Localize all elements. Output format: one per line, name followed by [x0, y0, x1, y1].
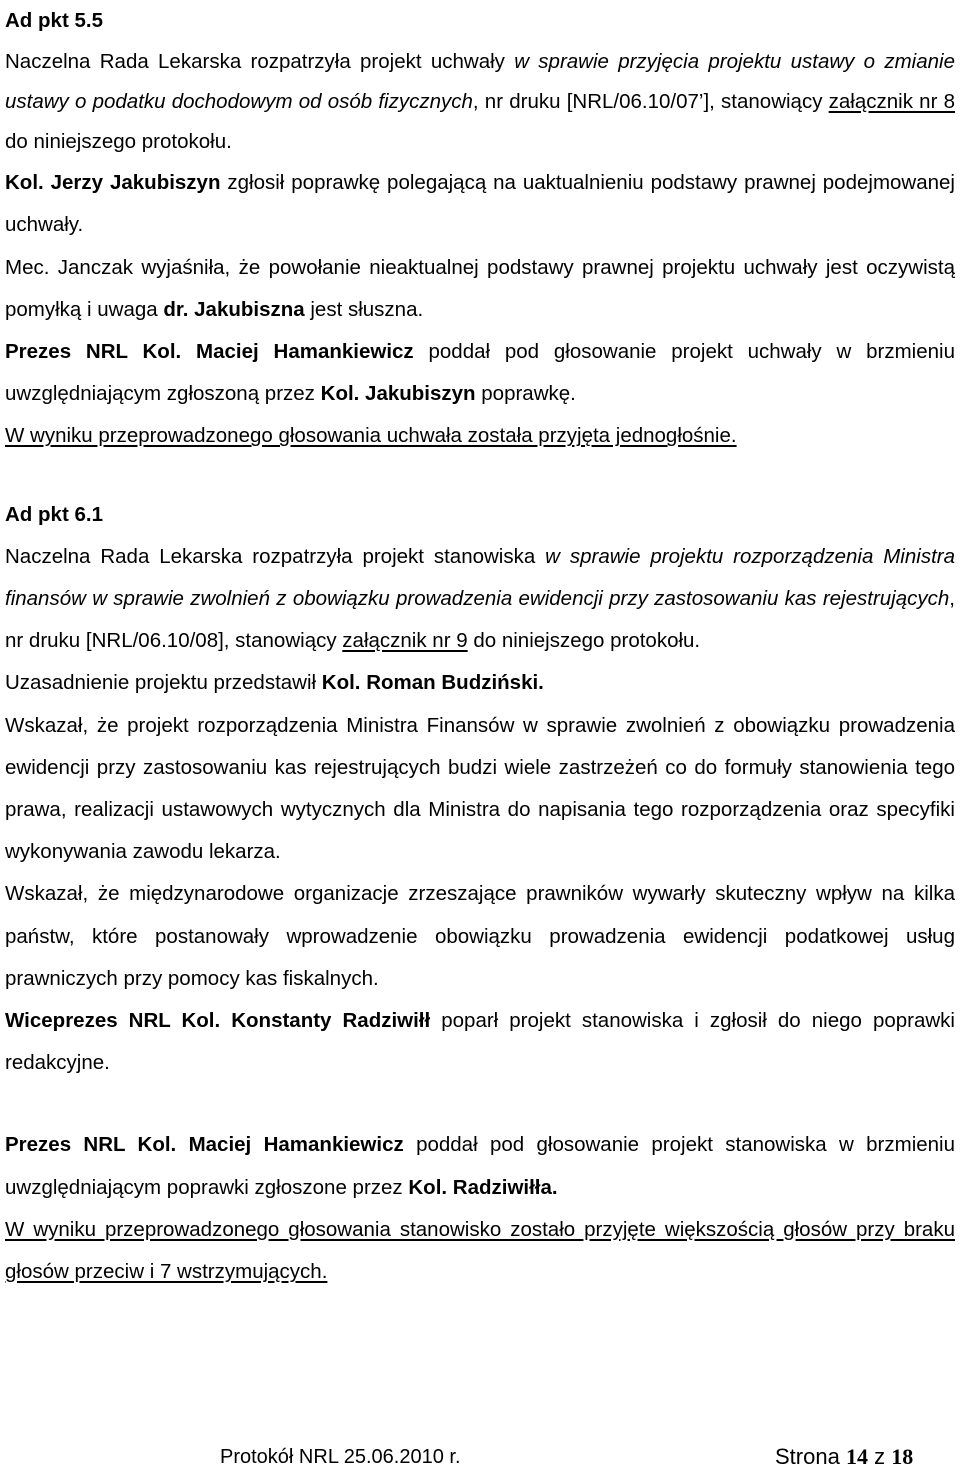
paragraph-vote-result-2: W wyniku przeprowadzonego głosowania stanowisko zostało przyjęte większością głosów przy braku głosów przeciw i 7 wstrzymujących.	[5, 1217, 955, 1284]
paragraph-argument-2: Wskazał, że międzynarodowe organizacje zrzeszające prawników wywarły skuteczny wpływ na kilka państw, które postanowały wprowadzenie obowiązku prowadzenia ewidencji podatkowej usług prawniczych przy pomocy kas fiskalnych.	[5, 882, 955, 990]
paragraph-support: Wiceprezes NRL Kol. Konstanty Radziwiłł poparł projekt stanowiska i zgłosił do niego poprawki redakcyjne.	[5, 1009, 955, 1075]
attachment-link-9: załącznik nr 9	[342, 629, 468, 653]
paragraph-argument-1: Wskazał, że projekt rozporządzenia Ministra Finansów w sprawie zwolnień z obowiązku prowadzenia ewidencji przy zastosowaniu kas rejestrujących budzi wiele zastrzeżeń co do formuły stanowienia tego prawa, realizacji ustawowych wytycznych dla Ministra do napisania tego rozporządzenia oraz specyfiki wykonywania zawodu lekarza.	[5, 713, 955, 864]
footer-page-number: Strona 14 z 18	[775, 1444, 914, 1469]
paragraph-explanation: Mec. Janczak wyjaśniła, że powołanie nieaktualnej podstawy prawnej projektu uchwały jest oczywistą pomyłką i uwaga dr. Jakubiszna jest słuszna.	[5, 255, 955, 321]
paragraph-resolution-intro: Naczelna Rada Lekarska rozpatrzyła projekt uchwały w sprawie przyjęcia projektu ustawy o zmianie ustawy o podatku dochodowym od osób fizycznych, nr druku [NRL/06.10/07’], stanowiący załącznik nr 8 do niniejszego protokołu.	[5, 50, 955, 154]
section-heading-5-5: Ad pkt 5.5	[5, 9, 103, 32]
paragraph-vote-result: W wyniku przeprowadzonego głosowania uchwała została przyjęta jednogłośnie.	[5, 424, 737, 448]
paragraph-amendment: Kol. Jerzy Jakubiszyn zgłosił poprawkę polegającą na uaktualnieniu podstawy prawnej podejmowanej uchwały.	[5, 171, 955, 237]
paragraph-vote-call: Prezes NRL Kol. Maciej Hamankiewicz poddał pod głosowanie projekt uchwały w brzmieniu uwzględniającym zgłoszoną przez Kol. Jakubiszyn poprawkę.	[5, 340, 955, 406]
paragraph-justification: Uzasadnienie projektu przedstawił Kol. Roman Budziński.	[5, 671, 544, 695]
footer-protocol-label: Protokół NRL 25.06.2010 r.	[220, 1446, 461, 1468]
page-footer	[0, 1440, 960, 1473]
paragraph-vote-call-2: Prezes NRL Kol. Maciej Hamankiewicz poddał pod głosowanie projekt stanowiska w brzmieniu uwzględniającym poprawki zgłoszone przez Kol. Radziwiłła.	[5, 1133, 956, 1199]
attachment-link-8: załącznik nr 8	[828, 90, 955, 114]
document-page	[5, 0, 955, 1293]
section-heading-6-1: Ad pkt 6.1	[5, 502, 103, 526]
paragraph-position-intro: Naczelna Rada Lekarska rozpatrzyła projekt stanowiska w sprawie projektu rozporządzenia Ministra finansów w sprawie zwolnień z obowiązku prowadzenia ewidencji przy zastosowaniu kas rejestrujących, nr druku [NRL/06.10/08], stanowiący załącznik nr 9 do niniejszego protokołu.	[5, 544, 955, 653]
